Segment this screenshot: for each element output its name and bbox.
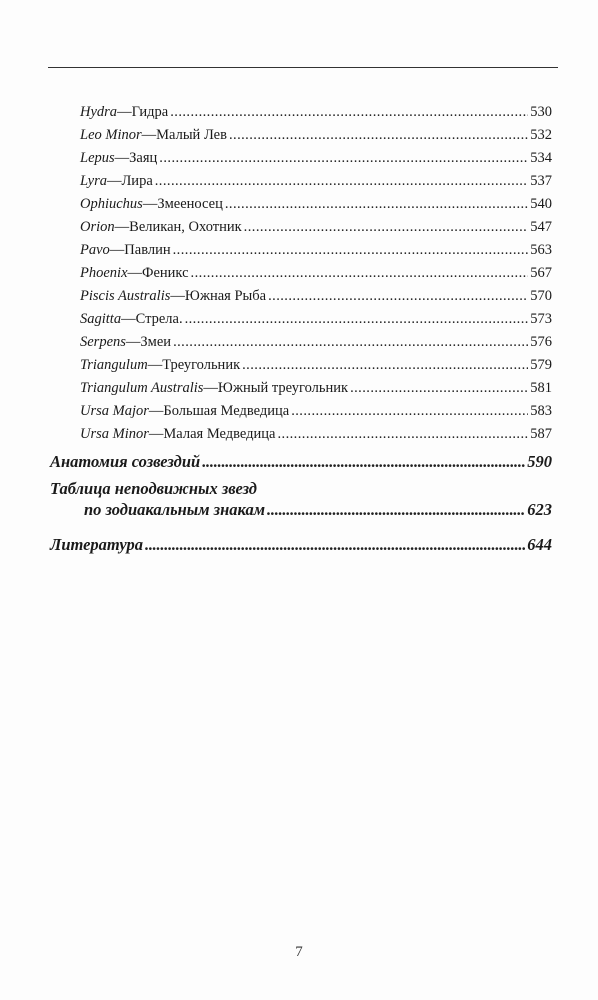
separator: — [148, 403, 164, 419]
russian-name: Феникс [142, 265, 189, 281]
page-number: 590 [527, 452, 552, 471]
russian-name: Змеи [140, 334, 172, 350]
page-number: 573 [530, 311, 552, 327]
toc-entry-literature[interactable] [50, 535, 552, 555]
latin-name: Phoenix [80, 265, 128, 281]
russian-name: Заяц [129, 150, 158, 166]
toc-entry[interactable] [80, 311, 552, 333]
dot-leader [277, 426, 528, 443]
dot-leader [173, 242, 529, 259]
latin-name: Lepus [80, 150, 115, 166]
page-number: 563 [530, 242, 552, 258]
russian-name: Змееносец [157, 196, 223, 212]
russian-name: Великан, Охотник [129, 219, 242, 235]
page-number: 581 [530, 380, 552, 396]
russian-name: Южная Рыба [184, 288, 267, 304]
latin-name: Ursa Minor [80, 426, 149, 442]
russian-name: Павлин [124, 242, 171, 258]
russian-name: Малый Лев [156, 127, 227, 143]
latin-name: Triangulum Australis [80, 380, 204, 396]
dot-leader [291, 403, 528, 420]
dot-leader [268, 288, 528, 305]
page-footer-number: 7 [295, 944, 303, 960]
separator: — [147, 357, 163, 373]
section-title: Литература [50, 535, 143, 554]
page-number: 567 [530, 265, 552, 281]
page-number: 547 [530, 219, 552, 235]
separator: — [117, 104, 132, 120]
dot-leader [202, 452, 525, 472]
separator: — [203, 380, 218, 396]
separator: — [114, 219, 130, 235]
latin-name: Ophiuchus [80, 196, 143, 212]
latin-name: Sagitta [80, 311, 122, 327]
toc-entry-fixed-stars[interactable] [84, 500, 552, 520]
separator: — [121, 311, 136, 327]
dot-leader [191, 265, 529, 282]
separator: — [148, 426, 164, 442]
russian-name: Южный треугольник [217, 380, 349, 396]
page-number: 530 [530, 104, 552, 120]
toc-entry-anatomy[interactable] [50, 452, 552, 472]
latin-name: Pavo [80, 242, 110, 258]
page-number: 644 [527, 535, 552, 554]
page-number: 534 [530, 150, 552, 166]
toc-entry[interactable] [80, 334, 552, 356]
dot-leader [159, 150, 528, 167]
separator: — [109, 242, 125, 258]
russian-name: Большая Медведица [163, 403, 290, 419]
latin-name: Ursa Major [80, 403, 149, 419]
page-number: 623 [527, 500, 552, 519]
header-rule [48, 67, 558, 68]
latin-name: Hydra [80, 104, 118, 120]
toc-entry[interactable] [80, 127, 552, 149]
toc-entry[interactable] [80, 104, 552, 126]
page-number: 570 [530, 288, 552, 304]
section-title-line1[interactable]: Таблица неподвижных звезд [50, 479, 257, 498]
latin-name: Orion [80, 219, 115, 235]
separator: — [106, 173, 122, 189]
latin-name: Piscis Australis [80, 288, 171, 304]
russian-name: Лира [121, 173, 153, 189]
separator: — [141, 127, 157, 143]
toc-entry[interactable] [80, 403, 552, 425]
dot-leader [267, 500, 525, 520]
toc-entry[interactable] [80, 242, 552, 264]
dot-leader [229, 127, 528, 144]
page-number: 579 [530, 357, 552, 373]
dot-leader [155, 173, 529, 190]
toc-entry[interactable] [80, 380, 552, 402]
dot-leader [170, 104, 528, 121]
page-number: 583 [530, 403, 552, 419]
russian-name: Гидра [131, 104, 169, 120]
russian-name: Треугольник [162, 357, 241, 373]
page-number: 576 [530, 334, 552, 350]
dot-leader [242, 357, 528, 374]
dot-leader [173, 334, 528, 351]
latin-name: Lyra [80, 173, 107, 189]
latin-name: Serpens [80, 334, 126, 350]
dot-leader [244, 219, 529, 236]
russian-name: Малая Медведица [163, 426, 276, 442]
toc-entry[interactable] [80, 265, 552, 287]
toc-entry[interactable] [80, 357, 552, 379]
russian-name: Стрела. [135, 311, 183, 327]
section-title: Анатомия созвездий [50, 452, 201, 471]
toc-entry[interactable] [80, 150, 552, 172]
dot-leader [145, 535, 525, 555]
toc-entry[interactable] [80, 219, 552, 241]
toc-entry[interactable] [80, 196, 552, 218]
separator: — [125, 334, 141, 350]
toc-entry[interactable] [80, 173, 552, 195]
page-number: 540 [530, 196, 552, 212]
separator: — [114, 150, 130, 166]
latin-name: Leo Minor [80, 127, 142, 143]
section-title-line2: по зодиакальным знакам [84, 500, 266, 519]
toc-entry[interactable] [80, 288, 552, 310]
dot-leader [350, 380, 528, 397]
page-number: 587 [530, 426, 552, 442]
separator: — [127, 265, 143, 281]
dot-leader [185, 311, 529, 328]
toc-entry[interactable] [80, 426, 552, 448]
latin-name: Triangulum [80, 357, 148, 373]
separator: — [170, 288, 185, 304]
dot-leader [225, 196, 528, 213]
page-number: 532 [530, 127, 552, 143]
separator: — [142, 196, 158, 212]
page-number: 537 [530, 173, 552, 189]
